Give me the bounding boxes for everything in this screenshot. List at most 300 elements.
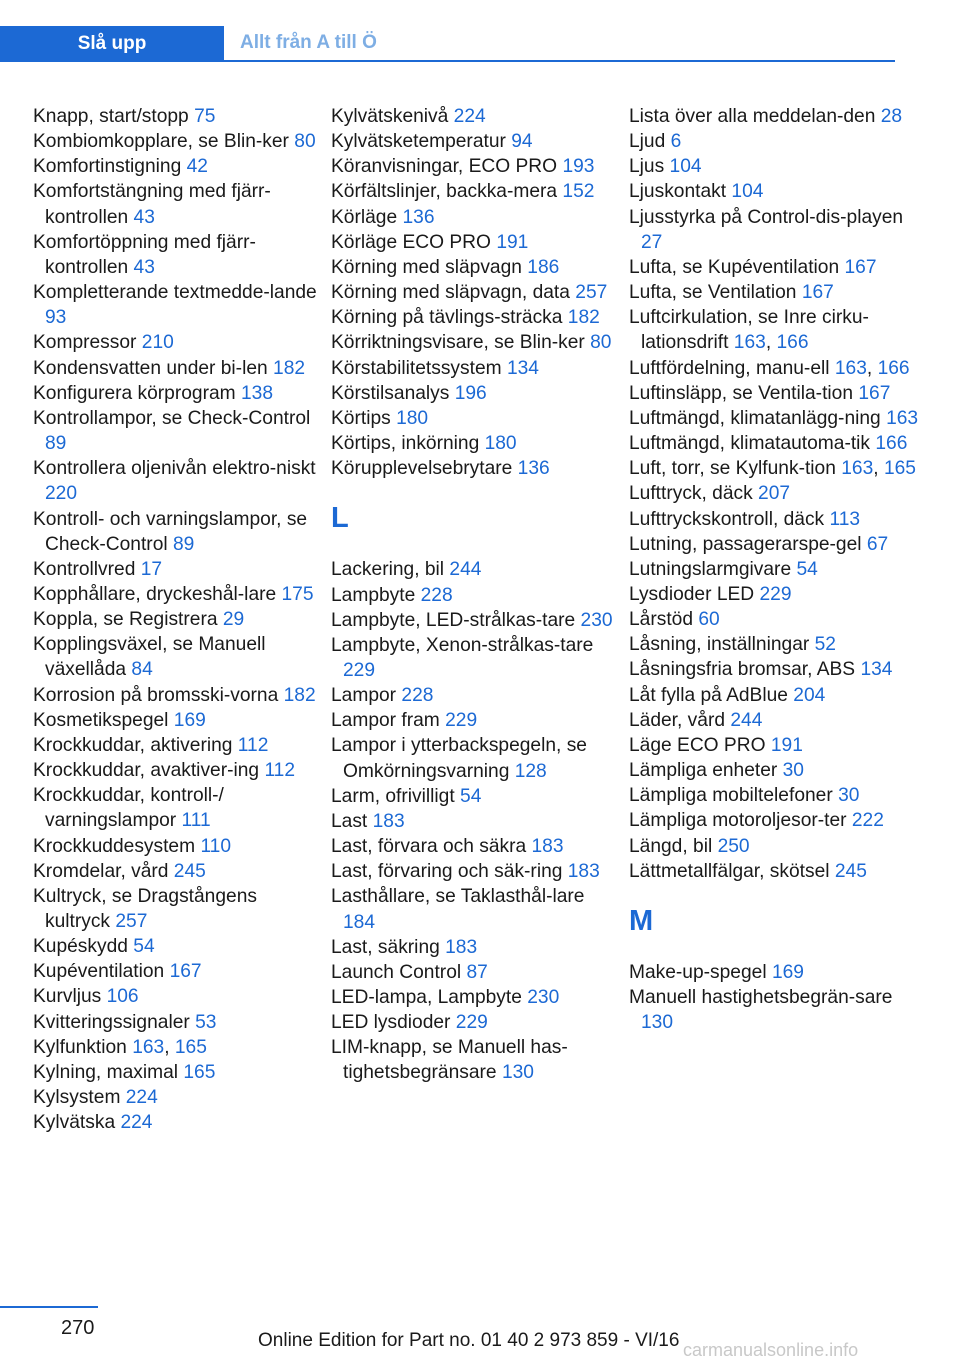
- index-term: Komfortöppning med fjärr-kontrollen: [33, 231, 256, 278]
- page-link[interactable]: 191: [770, 734, 803, 756]
- page-link[interactable]: 180: [484, 433, 517, 455]
- index-term: LIM-knapp, se Manuell has-tighetsbegränsare: [331, 1037, 568, 1084]
- index-entry: [33, 456, 323, 506]
- page-link[interactable]: 183: [445, 936, 478, 958]
- page-link[interactable]: 54: [133, 936, 155, 958]
- page-link[interactable]: 245: [173, 860, 206, 882]
- index-entry: [629, 708, 919, 733]
- page-link[interactable]: 113: [829, 508, 861, 530]
- page-link[interactable]: 182: [567, 307, 600, 329]
- page-link[interactable]: 182: [273, 357, 306, 379]
- page-link[interactable]: 224: [453, 106, 486, 127]
- index-term: Lackering, bil: [331, 559, 445, 581]
- page-link[interactable]: 111: [181, 810, 211, 832]
- index-entry: [33, 230, 323, 280]
- index-entry: [629, 783, 919, 808]
- index-entry: [33, 632, 323, 682]
- index-term: Krockkuddesystem: [33, 835, 196, 857]
- index-entry: [33, 934, 323, 959]
- index-term: Läder, vård: [629, 709, 726, 731]
- index-entry: [33, 179, 323, 229]
- index-entry: [331, 884, 621, 934]
- index-term: Kylvätskenivå: [331, 106, 449, 127]
- page-link[interactable]: 229: [445, 710, 478, 732]
- index-entry: [629, 758, 919, 783]
- page-link[interactable]: 228: [401, 685, 434, 707]
- page-link[interactable]: 75: [194, 106, 216, 127]
- index-term: Kompletterande textmedde-lande: [33, 282, 317, 304]
- index-entry: [331, 859, 621, 884]
- page-link[interactable]: 169: [173, 709, 206, 731]
- page-link[interactable]: 30: [838, 785, 860, 807]
- index-entry: Kylfunktion 163, 165: [33, 1036, 207, 1058]
- page-link[interactable]: 230: [580, 609, 613, 631]
- index-term: Körning på tävlings-sträcka: [331, 307, 563, 329]
- index-term: Kontrollera oljenivån elektro-niskt: [33, 458, 316, 480]
- index-entry: [331, 431, 621, 456]
- index-term: Låsning, inställningar: [629, 634, 810, 656]
- index-term: Knapp, start/stopp: [33, 106, 189, 127]
- page-link[interactable]: 54: [796, 558, 818, 580]
- index-entry: [629, 406, 919, 431]
- index-term: Kylning, maximal: [33, 1061, 179, 1083]
- index-entry: [331, 935, 621, 960]
- index-entry: [629, 205, 919, 255]
- page-link[interactable]: 167: [801, 282, 834, 304]
- index-term: Lampor: [331, 685, 397, 707]
- index-entry: [331, 608, 621, 633]
- page-link[interactable]: 42: [186, 156, 208, 178]
- index-term: Kondensvatten under bi-len: [33, 357, 268, 379]
- index-term: Lampbyte, Xenon-strålkas-tare: [331, 634, 594, 656]
- index-term: Ljus: [629, 156, 665, 178]
- page-link[interactable]: 244: [730, 709, 763, 731]
- index-term: Körtips, inkörning: [331, 433, 480, 455]
- index-term: Krockkuddar, avaktiver-ing: [33, 760, 260, 782]
- index-entry: [33, 557, 323, 582]
- index-entry: [33, 884, 323, 934]
- index-entry: [629, 179, 919, 204]
- page-link[interactable]: 228: [420, 584, 453, 606]
- index-entry: [33, 783, 323, 833]
- index-entry: Luft, torr, se Kylfunk-tion 163, 165: [629, 458, 916, 480]
- page-link[interactable]: 163: [886, 407, 919, 429]
- index-entry: [33, 1110, 323, 1135]
- index-term: Lampor fram: [331, 710, 440, 732]
- index-entry: [33, 683, 323, 708]
- page-link[interactable]: 6: [670, 131, 682, 153]
- index-entry: [629, 104, 919, 129]
- page-link[interactable]: 89: [45, 433, 67, 455]
- page-number: 270: [61, 1317, 95, 1339]
- index-term: Körtips: [331, 407, 391, 429]
- page-link[interactable]: 230: [527, 987, 560, 1008]
- page-link[interactable]: 110: [200, 835, 232, 857]
- index-entry: [33, 356, 323, 381]
- index-entry: [629, 381, 919, 406]
- index-term: Last, förvara och säkra: [331, 836, 527, 858]
- page-link[interactable]: 104: [731, 181, 764, 203]
- index-entry: [33, 507, 323, 557]
- index-entry: [33, 1085, 323, 1110]
- page-link[interactable]: 183: [372, 810, 405, 832]
- page-link[interactable]: 27: [641, 231, 663, 253]
- index-column-3: [629, 104, 919, 1035]
- index-term: Kromdelar, vård: [33, 860, 169, 882]
- index-term: Låsningsfria bromsar, ABS: [629, 659, 856, 681]
- index-term: Launch Control: [331, 961, 462, 983]
- index-entry: [331, 406, 621, 431]
- page-link[interactable]: 134: [860, 659, 893, 681]
- index-term: Körstabilitetssystem: [331, 357, 502, 379]
- footer-edition: Online Edition for Part no. 01 40 2 973 859 - VI/16: [258, 1330, 680, 1351]
- page-link[interactable]: 80: [294, 131, 316, 153]
- index-entry: [331, 1010, 621, 1035]
- index-entry: [331, 985, 621, 1010]
- page-link[interactable]: 163: [132, 1036, 165, 1058]
- page-link[interactable]: 43: [133, 256, 155, 278]
- index-entry: [33, 154, 323, 179]
- index-entry: [33, 859, 323, 884]
- index-entry: Luftcirkulation, se Inre cirku-lationsdrift 163, 166: [629, 307, 869, 354]
- index-entry: [629, 582, 919, 607]
- page-link[interactable]: 166: [776, 332, 809, 354]
- index-entry: [331, 557, 621, 582]
- page-link[interactable]: 169: [771, 961, 804, 983]
- page-link[interactable]: 186: [527, 256, 560, 278]
- index-term: Körupplevelsebrytare: [331, 458, 513, 480]
- page-link[interactable]: 167: [169, 961, 202, 983]
- page-link[interactable]: 175: [281, 583, 314, 605]
- page-link[interactable]: 134: [506, 357, 539, 379]
- page-link[interactable]: 220: [45, 483, 78, 505]
- page-link[interactable]: 67: [866, 533, 889, 555]
- page-link[interactable]: 60: [698, 609, 720, 631]
- index-term: Ljuskontakt: [629, 181, 727, 203]
- section-letter: M: [629, 904, 654, 937]
- index-term: Ljud: [629, 131, 666, 153]
- index-term: Lysdioder LED: [629, 583, 755, 605]
- index-entry: [331, 255, 621, 280]
- index-term: Lämpliga mobiltelefoner: [629, 785, 833, 807]
- index-term: Körstilsanalys: [331, 382, 450, 404]
- page-link[interactable]: 245: [834, 860, 867, 882]
- index-entry: [33, 708, 323, 733]
- page-link[interactable]: 136: [517, 458, 550, 480]
- page-link[interactable]: 106: [106, 986, 139, 1008]
- index-entry: [331, 809, 621, 834]
- page-link[interactable]: 17: [140, 558, 163, 580]
- page-link[interactable]: 43: [133, 206, 155, 228]
- page-link[interactable]: 229: [759, 583, 792, 605]
- page-link[interactable]: 257: [115, 911, 148, 932]
- index-term: Koppla, se Registrera: [33, 609, 218, 631]
- page-link[interactable]: 112: [264, 760, 296, 782]
- page-link[interactable]: 112: [237, 734, 269, 756]
- index-entry: [331, 733, 621, 783]
- index-entry: [629, 607, 919, 632]
- index-entry: [33, 1010, 323, 1035]
- page-link[interactable]: 84: [131, 659, 153, 681]
- page-link[interactable]: 244: [449, 559, 482, 581]
- index-term: Körläge: [331, 206, 398, 228]
- index-term: Krockkuddar, aktivering: [33, 734, 233, 756]
- index-term: Kylvätsketemperatur: [331, 131, 506, 153]
- index-term: Luftcirkulation, se Inre cirku-lationsdrift: [629, 307, 869, 354]
- index-entry: [331, 230, 621, 255]
- index-term: Kopphållare, dryckeshål-lare: [33, 583, 277, 605]
- index-entry: [33, 1060, 323, 1085]
- page-link[interactable]: 54: [460, 785, 482, 807]
- page-link[interactable]: 104: [669, 156, 702, 178]
- page-link[interactable]: 193: [562, 156, 595, 178]
- index-term: Lufta, se Kupéventilation: [629, 256, 840, 278]
- index-term: Make-up-spegel: [629, 961, 767, 983]
- index-term: Kontrollampor, se Check-Control: [33, 407, 311, 429]
- index-term: Lampbyte, LED-strålkas-tare: [331, 609, 576, 631]
- index-term: Kylsystem: [33, 1087, 121, 1109]
- page-link[interactable]: 167: [858, 382, 891, 404]
- section-letter: L: [331, 502, 349, 535]
- page-link[interactable]: 182: [283, 684, 316, 706]
- index-term: Kontroll- och varningslampor, se Check-Control: [33, 508, 308, 555]
- index-term: Manuell hastighetsbegrän-sare: [629, 987, 893, 1008]
- page-link[interactable]: 196: [454, 382, 487, 404]
- index-entry: Luftfördelning, manu-ell 163, 166: [629, 357, 910, 379]
- page-link[interactable]: 183: [567, 861, 600, 883]
- page-link[interactable]: 183: [531, 836, 564, 858]
- index-term: Körfältslinjer, backka-mera: [331, 181, 558, 203]
- index-entry: [629, 657, 919, 682]
- page-link[interactable]: 224: [120, 1112, 153, 1134]
- index-entry: [33, 330, 323, 355]
- index-term: Lampor i ytterbackspegeln, se Omkörningsvarning: [331, 735, 587, 782]
- index-term: Lufttryckskontroll, däck: [629, 508, 825, 530]
- index-term: Lämpliga enheter: [629, 760, 778, 782]
- index-entry: [331, 960, 621, 985]
- page-link[interactable]: 52: [814, 634, 836, 656]
- index-entry: [33, 733, 323, 758]
- index-term: Kopplingsväxel, se Manuell växellåda: [33, 634, 266, 681]
- index-term: LED-lampa, Lampbyte: [331, 987, 522, 1008]
- page-link[interactable]: 250: [717, 835, 750, 857]
- index-entry: [33, 984, 323, 1009]
- index-term: Last, förvaring och säk-ring: [331, 861, 563, 883]
- index-term: Låt fylla på AdBlue: [629, 684, 788, 706]
- index-entry: [331, 305, 621, 330]
- index-entry: [33, 607, 323, 632]
- index-entry: [629, 557, 919, 582]
- tab-sla-upp[interactable]: Slå upp: [0, 26, 224, 62]
- index-term: Körning med släpvagn, data: [331, 282, 570, 304]
- index-entry: [629, 431, 919, 456]
- index-term: Kylfunktion: [33, 1036, 127, 1058]
- index-entry: [629, 834, 919, 859]
- index-entry: [629, 683, 919, 708]
- index-term: Kontrollvred: [33, 558, 136, 580]
- page-link[interactable]: 191: [496, 231, 529, 253]
- index-term: Körriktningsvisare, se Blin-ker: [331, 332, 585, 354]
- index-entry: [33, 959, 323, 984]
- index-term: Läge ECO PRO: [629, 734, 766, 756]
- index-term: Kupéventilation: [33, 961, 165, 983]
- tab-allt-fran-a-till-o[interactable]: Allt från A till Ö: [240, 32, 377, 53]
- index-entry: [629, 632, 919, 657]
- index-entry: [629, 481, 919, 506]
- index-term: Lämpliga motoroljesor-ter: [629, 810, 847, 832]
- page-link[interactable]: 166: [875, 433, 908, 455]
- index-term: Kylvätska: [33, 1112, 116, 1134]
- index-entry: [331, 456, 621, 481]
- index-term: Kultryck, se Dragstångens kultryck: [33, 885, 257, 932]
- index-term: Luftinsläpp, se Ventila-tion: [629, 382, 854, 404]
- page-link[interactable]: 93: [45, 307, 67, 329]
- page-link[interactable]: 29: [222, 609, 245, 631]
- index-term: Korrosion på bromsski-vorna: [33, 684, 279, 706]
- page-link[interactable]: 180: [396, 407, 429, 429]
- index-entry: [331, 205, 621, 230]
- index-entry: [331, 179, 621, 204]
- index-entry: [629, 255, 919, 280]
- index-term: Kurvljus: [33, 986, 102, 1008]
- index-entry: [629, 507, 919, 532]
- page-link[interactable]: 163: [733, 332, 766, 354]
- watermark: carmanualsonline.info: [683, 1340, 859, 1360]
- index-entry: [331, 583, 621, 608]
- header-rule: [224, 60, 895, 62]
- index-entry: [629, 129, 919, 154]
- index-term: Lättmetallfälgar, skötsel: [629, 860, 830, 882]
- index-entry: [33, 406, 323, 456]
- index-entry: [331, 330, 621, 355]
- page-link[interactable]: 128: [514, 760, 547, 782]
- index-term: Komfortstängning med fjärr-kontrollen: [33, 181, 271, 228]
- index-term: Körning med släpvagn: [331, 256, 522, 278]
- page-link[interactable]: 257: [575, 282, 608, 304]
- page-link[interactable]: 87: [466, 961, 488, 983]
- index-column-2: [331, 104, 621, 1086]
- page-link[interactable]: 167: [844, 256, 877, 278]
- index-entry: [629, 960, 919, 985]
- index-term: Luftmängd, klimatanlägg-ning: [629, 407, 881, 429]
- index-term: Lista över alla meddelan-den: [629, 106, 876, 127]
- index-entry: [331, 280, 621, 305]
- index-entry: [33, 834, 323, 859]
- index-entry: [331, 381, 621, 406]
- page-link[interactable]: 80: [590, 332, 612, 354]
- index-term: Larm, ofrivilligt: [331, 785, 455, 807]
- index-term: Lårstöd: [629, 609, 693, 631]
- index-entry: [33, 758, 323, 783]
- page-link[interactable]: 130: [501, 1062, 534, 1084]
- page-link[interactable]: 30: [782, 760, 804, 782]
- index-term: Köranvisningar, ECO PRO: [331, 156, 558, 178]
- page-link[interactable]: 165: [174, 1036, 207, 1058]
- index-entry: [331, 683, 621, 708]
- index-term: Luftfördelning, manu-ell: [629, 357, 830, 379]
- page-link[interactable]: 53: [195, 1011, 217, 1033]
- index-entry: [629, 859, 919, 884]
- index-term: Lampbyte: [331, 584, 416, 606]
- index-entry: [331, 784, 621, 809]
- index-term: Lufttryck, däck: [629, 483, 753, 505]
- index-term: Lutningslarmgivare: [629, 558, 792, 580]
- index-entry: [629, 280, 919, 305]
- index-term: Komfortinstigning: [33, 156, 182, 178]
- index-entry: [331, 834, 621, 859]
- index-entry: [331, 104, 621, 129]
- page-link[interactable]: 165: [883, 458, 916, 480]
- index-term: Längd, bil: [629, 835, 713, 857]
- index-term: Last, säkring: [331, 936, 440, 958]
- index-term: Kompressor: [33, 332, 137, 354]
- index-term: Last: [331, 810, 368, 832]
- index-entry: [629, 733, 919, 758]
- index-entry: [331, 154, 621, 179]
- index-entry: [33, 280, 323, 330]
- index-entry: [33, 104, 323, 129]
- page-link[interactable]: 28: [880, 106, 903, 127]
- footer-rule: [0, 1306, 98, 1308]
- page-link[interactable]: 207: [758, 483, 791, 505]
- page-link[interactable]: 204: [793, 684, 826, 706]
- index-term: LED lysdioder: [331, 1012, 451, 1034]
- page-link[interactable]: 165: [183, 1061, 216, 1083]
- page-link[interactable]: 163: [841, 458, 874, 480]
- page-link[interactable]: 89: [172, 533, 195, 555]
- index-term: Kupéskydd: [33, 936, 128, 958]
- header-bar: [0, 26, 895, 62]
- page-link[interactable]: 222: [851, 810, 884, 832]
- page-link[interactable]: 184: [343, 911, 376, 933]
- index-term: Kombiomkopplare, se Blin-ker: [33, 131, 289, 153]
- index-entry: [331, 633, 621, 683]
- page-link[interactable]: 166: [877, 357, 910, 379]
- index-term: Kvitteringssignaler: [33, 1011, 190, 1033]
- index-entry: [629, 532, 919, 557]
- index-term: Kosmetikspegel: [33, 709, 169, 731]
- page-link[interactable]: 163: [834, 357, 867, 379]
- page-link[interactable]: 138: [240, 382, 273, 404]
- index-term: Luftmängd, klimatautoma-tik: [629, 433, 871, 455]
- index-term: Krockkuddar, kontroll-/ varningslampor: [33, 785, 224, 832]
- index-term: Konfigurera körprogram: [33, 382, 236, 404]
- index-entry: [33, 129, 323, 154]
- index-entry: [629, 154, 919, 179]
- page-link[interactable]: 224: [125, 1087, 158, 1109]
- index-entry: [331, 356, 621, 381]
- index-entry: [331, 708, 621, 733]
- index-entry: [629, 985, 919, 1035]
- page-link[interactable]: 94: [511, 131, 533, 153]
- index-term: Körläge ECO PRO: [331, 231, 491, 253]
- index-entry: [33, 381, 323, 406]
- page-link[interactable]: 130: [641, 1012, 674, 1034]
- index-entry: [331, 1035, 621, 1085]
- page-link[interactable]: 229: [343, 659, 376, 681]
- page-link[interactable]: 152: [562, 181, 595, 203]
- page-link[interactable]: 229: [455, 1012, 488, 1034]
- index-term: Lutning, passagerarspe-gel: [629, 533, 862, 555]
- index-column-1: [33, 104, 323, 1135]
- page-link[interactable]: 136: [402, 206, 435, 228]
- index-term: Luft, torr, se Kylfunk-tion: [629, 458, 836, 480]
- index-entry: [331, 129, 621, 154]
- index-entry: [629, 808, 919, 833]
- page-link[interactable]: 210: [141, 332, 174, 354]
- index-term: Lufta, se Ventilation: [629, 282, 797, 304]
- index-entry: [33, 582, 323, 607]
